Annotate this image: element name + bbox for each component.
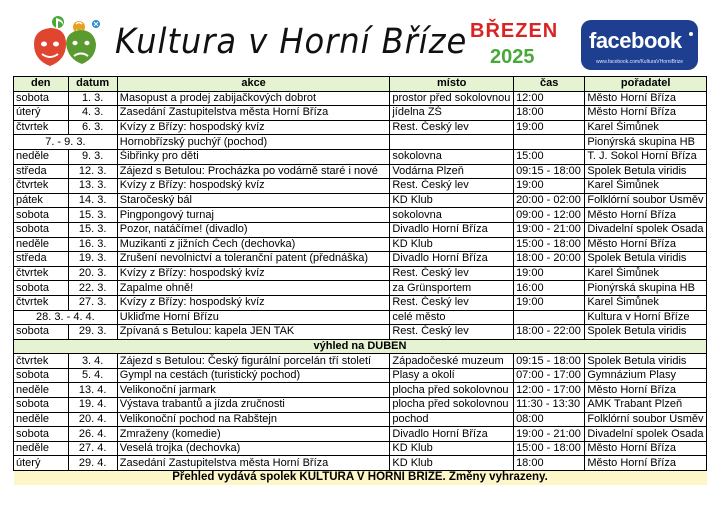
cell-den: úterý (14, 106, 69, 121)
cell-den: sobota (14, 281, 69, 296)
cell-den: neděle (14, 237, 69, 252)
cell-akce: Pozor, natáčíme! (divadlo) (117, 222, 390, 237)
cell-cas: 19:00 (514, 295, 585, 310)
cell-cas: 08:00 (514, 412, 585, 427)
cell-akce: Staročeský bál (117, 193, 390, 208)
table-row (14, 325, 707, 340)
cell-den: pátek (14, 193, 69, 208)
cell-poradatel: Město Horní Bříza (585, 383, 707, 398)
facebook-url[interactable]: www.facebook.com/KulturaVHorniBrize (596, 59, 683, 65)
cell-cas (514, 135, 585, 150)
cell-akce: Velikonoční pochod na Rabštejn (117, 412, 390, 427)
cell-poradatel: Pionýrská skupina HB (585, 135, 707, 150)
table-row (14, 398, 707, 413)
page-header (0, 0, 720, 76)
cell-akce: Pingpongový turnaj (117, 208, 390, 223)
cell-misto: Rest. Český lev (390, 325, 514, 340)
cell-cas: 18:00 - 22:00 (514, 325, 585, 340)
cell-misto: KD Klub (390, 456, 514, 471)
cell-den: sobota (14, 325, 69, 340)
month-label: BŘEZEN (470, 20, 559, 42)
year-label: 2025 (490, 46, 535, 68)
cell-poradatel: Spolek Betula viridis (585, 325, 707, 340)
april-events (14, 354, 707, 471)
cell-misto: Rest. Český lev (390, 179, 514, 194)
cell-cas: 12:00 (514, 91, 585, 106)
cell-cas: 19:00 - 21:00 (514, 427, 585, 442)
cell-akce: Výstava trabantů a jízda zručnosti (117, 398, 390, 413)
footer-note: Přehled vydává spolek KULTURA V HORNÍ BŘÍZE. Změny vyhrazeny. (14, 471, 707, 485)
cell-poradatel: Folklórní soubor Úsměv (585, 193, 707, 208)
cell-misto: plocha před sokolovnou (390, 383, 514, 398)
cell-den: čtvrtek (14, 120, 69, 135)
cell-poradatel: Kultura v Horní Bříze (585, 310, 707, 325)
cell-den: středa (14, 164, 69, 179)
cell-datum: 12. 3. (68, 164, 117, 179)
cell-misto: Západočeské muzeum (390, 354, 514, 369)
column-header-den: den (14, 77, 69, 92)
table-row (14, 237, 707, 252)
cell-akce: Zmraženy (komedie) (117, 427, 390, 442)
cell-akce: Kvízy z Břízy: hospodský kvíz (117, 266, 390, 281)
table-row (14, 266, 707, 281)
april-section (14, 339, 707, 354)
march-events (14, 91, 707, 339)
cell-den: čtvrtek (14, 179, 69, 194)
cell-poradatel: Karel Šimůnek (585, 120, 707, 135)
section-label-april: výhled na DUBEN (14, 339, 707, 354)
cell-misto: sokolovna (390, 149, 514, 164)
cell-den: úterý (14, 456, 69, 471)
cell-akce: Zrušení nevolnictví a toleranční patent (přednáška) (117, 252, 390, 267)
table-row (14, 120, 707, 135)
cell-akce: Ukliďme Horní Břízu (117, 310, 390, 325)
cell-poradatel: Město Horní Bříza (585, 237, 707, 252)
cell-cas: 16:00 (514, 281, 585, 296)
cell-cas: 15:00 (514, 149, 585, 164)
cell-akce: Veselá trojka (dechovka) (117, 441, 390, 456)
facebook-label: facebook (589, 28, 682, 53)
cell-poradatel: Folklórní soubor Úsměv (585, 412, 707, 427)
cell-den: sobota (14, 427, 69, 442)
cell-cas: 15:00 - 18:00 (514, 237, 585, 252)
cell-den: sobota (14, 208, 69, 223)
cell-misto: plocha před sokolovnou (390, 398, 514, 413)
table-row (14, 354, 707, 369)
cell-datum: 28. 3. - 4. 4. (14, 310, 118, 325)
cell-datum: 7. - 9. 3. (14, 135, 118, 150)
section-row (14, 339, 707, 354)
cell-datum: 15. 3. (68, 222, 117, 237)
cell-den: neděle (14, 441, 69, 456)
cell-poradatel: Divadelní spolek Osada (585, 427, 707, 442)
events-table (13, 76, 707, 485)
cell-misto: Divadlo Horní Bříza (390, 252, 514, 267)
cell-cas: 09:00 - 12:00 (514, 208, 585, 223)
table-row (14, 456, 707, 471)
table-row (14, 281, 707, 296)
cell-misto: KD Klub (390, 441, 514, 456)
cell-datum: 20. 3. (68, 266, 117, 281)
table-row (14, 106, 707, 121)
cell-misto: Plasy a okolí (390, 368, 514, 383)
registered-mark-icon (689, 32, 693, 36)
cell-misto: Rest. Český lev (390, 266, 514, 281)
cell-poradatel: Pionýrská skupina HB (585, 281, 707, 296)
table-row (14, 368, 707, 383)
facebook-badge[interactable] (581, 20, 698, 70)
table-row (14, 193, 707, 208)
cell-akce: Zájezd s Betulou: Český figurální porcelán tří století (117, 354, 390, 369)
cell-misto: za Grünsportem (390, 281, 514, 296)
cell-datum: 14. 3. (68, 193, 117, 208)
cell-misto: Vodárna Plzeň (390, 164, 514, 179)
cell-misto: KD Klub (390, 193, 514, 208)
cell-akce: Kvízy z Břízy: hospodský kvíz (117, 120, 390, 135)
cell-poradatel: Město Horní Bříza (585, 208, 707, 223)
cell-poradatel: AMK Trabant Plzeň (585, 398, 707, 413)
cell-datum: 26. 4. (68, 427, 117, 442)
cell-cas: 19:00 (514, 120, 585, 135)
cell-misto (390, 135, 514, 150)
cell-akce: Šibřinky pro děti (117, 149, 390, 164)
cell-misto: Rest. Český lev (390, 295, 514, 310)
cell-datum: 29. 3. (68, 325, 117, 340)
cell-poradatel: Město Horní Bříza (585, 456, 707, 471)
table-row (14, 91, 707, 106)
cell-cas: 09:15 - 18:00 (514, 164, 585, 179)
table-row (14, 208, 707, 223)
cell-den: neděle (14, 412, 69, 427)
cell-misto: Divadlo Horní Bříza (390, 222, 514, 237)
cell-cas: 18:00 (514, 456, 585, 471)
cell-cas: 20:00 - 02:00 (514, 193, 585, 208)
cell-misto: pochod (390, 412, 514, 427)
cell-cas: 19:00 - 21:00 (514, 222, 585, 237)
cell-datum: 16. 3. (68, 237, 117, 252)
cell-den: sobota (14, 91, 69, 106)
cell-akce: Zájezd s Betulou: Procházka po vodárně staré i nové (117, 164, 390, 179)
column-header-akce: akce (117, 77, 390, 92)
cell-cas: 15:00 - 18:00 (514, 441, 585, 456)
cell-den: sobota (14, 222, 69, 237)
cell-misto: Divadlo Horní Bříza (390, 427, 514, 442)
cell-poradatel: T. J. Sokol Horní Bříza (585, 149, 707, 164)
cell-datum: 5. 4. (68, 368, 117, 383)
cell-datum: 19. 4. (68, 398, 117, 413)
cell-cas: 19:00 (514, 179, 585, 194)
column-header-datum: datum (68, 77, 117, 92)
column-header-poradatel: pořadatel (585, 77, 707, 92)
table-row (14, 179, 707, 194)
cell-den: sobota (14, 398, 69, 413)
cell-den: čtvrtek (14, 266, 69, 281)
cell-den: čtvrtek (14, 354, 69, 369)
cell-datum: 27. 4. (68, 441, 117, 456)
cell-poradatel: Gymnázium Plasy (585, 368, 707, 383)
cell-datum: 4. 3. (68, 106, 117, 121)
cell-datum: 15. 3. (68, 208, 117, 223)
cell-akce: Kvízy z Břízy: hospodský kvíz (117, 179, 390, 194)
cell-den: sobota (14, 368, 69, 383)
cell-cas: 09:15 - 18:00 (514, 354, 585, 369)
table-header-row (14, 77, 707, 92)
cell-misto: Rest. Český lev (390, 120, 514, 135)
table-row (14, 427, 707, 442)
cell-akce: Muzikanti z jižních Čech (dechovka) (117, 237, 390, 252)
footer-row (14, 471, 707, 485)
cell-datum: 22. 3. (68, 281, 117, 296)
cell-akce: Zapalme ohně! (117, 281, 390, 296)
cell-misto: prostor před sokolovnou (390, 91, 514, 106)
table-row (14, 252, 707, 267)
culture-masks-logo (30, 14, 104, 76)
cell-poradatel: Spolek Betula viridis (585, 252, 707, 267)
cell-poradatel: Spolek Betula viridis (585, 164, 707, 179)
table-row (14, 222, 707, 237)
table-row (14, 310, 707, 325)
cell-poradatel: Město Horní Bříza (585, 441, 707, 456)
table-row (14, 149, 707, 164)
cell-datum: 19. 3. (68, 252, 117, 267)
cell-cas: 12:00 - 17:00 (514, 383, 585, 398)
cell-datum: 13. 4. (68, 383, 117, 398)
cell-datum: 6. 3. (68, 120, 117, 135)
cell-poradatel: Karel Šimůnek (585, 179, 707, 194)
cell-akce: Zpívaná s Betulou: kapela JEN TAK (117, 325, 390, 340)
cell-akce: Zasedání Zastupitelstva města Horní Bříza (117, 456, 390, 471)
cell-den: čtvrtek (14, 295, 69, 310)
cell-cas: 18:00 - 20:00 (514, 252, 585, 267)
cell-datum: 29. 4. (68, 456, 117, 471)
table-row (14, 164, 707, 179)
cell-datum: 20. 4. (68, 412, 117, 427)
cell-datum: 27. 3. (68, 295, 117, 310)
cell-datum: 3. 4. (68, 354, 117, 369)
cell-poradatel: Divadelní spolek Osada (585, 222, 707, 237)
cell-poradatel: Karel Šimůnek (585, 266, 707, 281)
column-header-misto: místo (390, 77, 514, 92)
cell-datum: 1. 3. (68, 91, 117, 106)
cell-cas: 07:00 - 17:00 (514, 368, 585, 383)
table-row (14, 295, 707, 310)
cell-poradatel: Karel Šimůnek (585, 295, 707, 310)
cell-poradatel: Město Horní Bříza (585, 91, 707, 106)
table-row (14, 135, 707, 150)
cell-misto: celé město (390, 310, 514, 325)
cell-datum: 13. 3. (68, 179, 117, 194)
cell-cas: 11:30 - 13:30 (514, 398, 585, 413)
page-title: Kultura v Horní Bříze (115, 22, 468, 62)
cell-akce: Gympl na cestách (turistický pochod) (117, 368, 390, 383)
cell-misto: KD Klub (390, 237, 514, 252)
cell-akce: Velikonoční jarmark (117, 383, 390, 398)
cell-misto: jídelna ZŠ (390, 106, 514, 121)
cell-akce: Kvízy z Břízy: hospodský kvíz (117, 295, 390, 310)
cell-misto: sokolovna (390, 208, 514, 223)
cell-cas (514, 310, 585, 325)
cell-poradatel: Město Horní Bříza (585, 106, 707, 121)
cell-datum: 9. 3. (68, 149, 117, 164)
table-row (14, 441, 707, 456)
cell-akce: Masopust a prodej zabijačkových dobrot (117, 91, 390, 106)
table-row (14, 412, 707, 427)
table-row (14, 383, 707, 398)
cell-den: neděle (14, 383, 69, 398)
cell-cas: 18:00 (514, 106, 585, 121)
column-header-cas: čas (514, 77, 585, 92)
cell-akce: Zasedání Zastupitelstva města Horní Bříza (117, 106, 390, 121)
cell-den: neděle (14, 149, 69, 164)
cell-akce: Hornobřízský puchýř (pochod) (117, 135, 390, 150)
cell-cas: 19:00 (514, 266, 585, 281)
cell-poradatel: Spolek Betula viridis (585, 354, 707, 369)
cell-den: středa (14, 252, 69, 267)
